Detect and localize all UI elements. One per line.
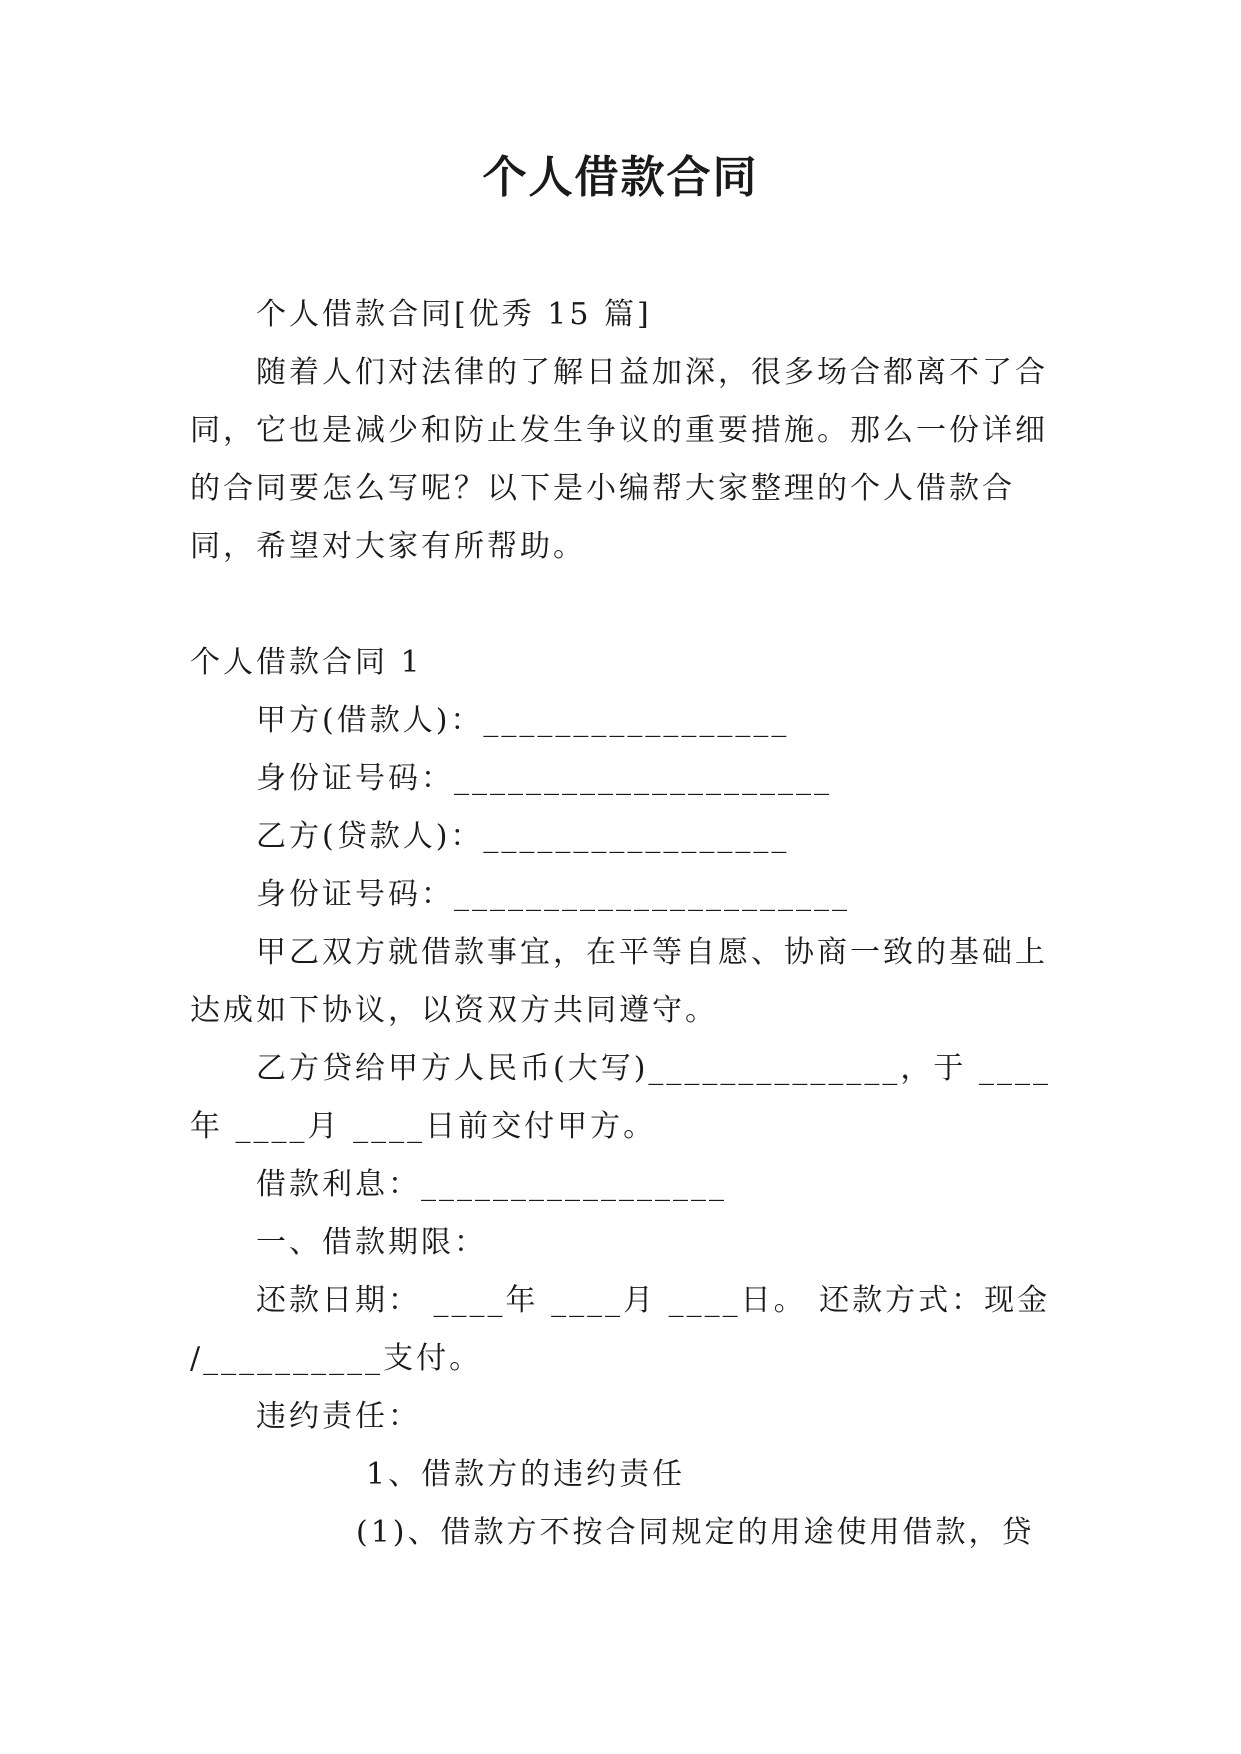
repay-line: /__________支付。 [190,1341,483,1376]
loan-amount-line: 年 ____月 ____日前交付甲方。 [190,1109,657,1144]
spacer [190,576,1050,634]
document-title: 个人借款合同 [482,152,759,203]
intro-line: 的合同要怎么写呢？以下是小编帮大家整理的个人借款合 [190,471,1015,506]
intro-line: 同，它也是减少和防止发生争议的重要措施。那么一份详细 [190,413,1048,448]
id-a-field: 身份证号码：_____________________ [256,761,832,796]
agreement-line: 达成如下协议，以资双方共同遵守。 [190,993,718,1028]
breach-item: 1、借款方的违约责任 [366,1457,686,1492]
agreement-line: 甲乙双方就借款事宜，在平等自愿、协商一致的基础上 [256,935,1048,970]
section-heading: 个人借款合同 1 [190,645,423,680]
subtitle: 个人借款合同[优秀 15 篇] [256,297,652,332]
intro-line: 同，希望对大家有所帮助。 [190,529,586,564]
intro-line: 随着人们对法律的了解日益加深，很多场合都离不了合 [256,355,1048,390]
breach-heading: 违约责任： [256,1399,421,1434]
loan-amount-line: 乙方贷给甲方人民币(大写)______________，于 ____ [256,1051,1051,1086]
id-b-field: 身份证号码：______________________ [256,877,850,912]
party-a-field: 甲方(借款人)：_________________ [256,703,790,738]
repay-line: 还款日期： ____年 ____月 ____日。 还款方式：现金 [256,1283,1051,1318]
interest-field: 借款利息：_________________ [256,1167,727,1202]
breach-subitem: (1)、借款方不按合同规定的用途使用借款，贷 [356,1515,1035,1550]
document-body [190,286,1050,1562]
term-heading: 一、借款期限： [256,1225,487,1260]
party-b-field: 乙方(贷款人)：_________________ [256,819,790,854]
